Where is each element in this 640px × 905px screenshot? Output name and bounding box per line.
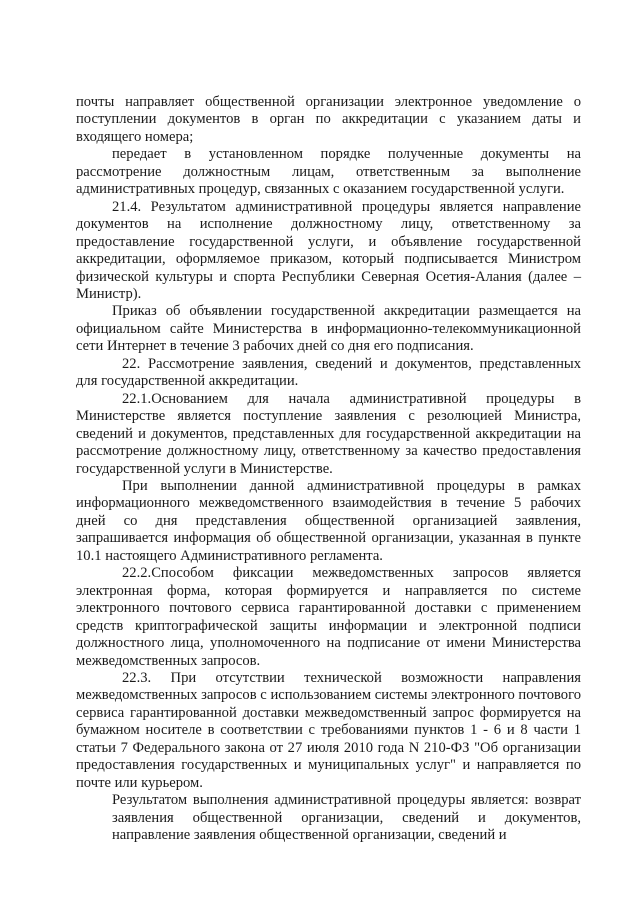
- paragraph-6: При выполнении данной административной процедуры в рамках информационного межведомственного взаимодействия в течение 5 рабочих дней со дня представления общественной организацией заявления, запрашивается информация об общественной организации, указанная в пункте 10.1 настоящего Административного регламента.: [76, 477, 581, 564]
- paragraph-22-1: 22.1.Основанием для начала административной процедуры в Министерстве является поступление заявления с резолюцией Министра, сведений и документов, представленных для государственной аккредитации на рассмотрение должностному лицу, ответственному за качество предоставления государственной услуги в Министерстве.: [76, 390, 581, 477]
- paragraph-22-3: 22.3. При отсутствии технической возможности направления межведомственных запросов с использованием системы электронного почтового сервиса гарантированной доставки межведомственный запрос формируется на бумажном носителе в соответствии с требованиями пунктов 1 - 6 и 8 части 1 статьи 7 Федерального закона от 27 июля 2010 года N 210-ФЗ "Об организации предоставления государственных и муниципальных услуг" и направляется по почте или курьером.: [76, 669, 581, 791]
- paragraph-2: передает в установленном порядке полученные документы на рассмотрение должностным лицам, ответственным за выполнение административных процедур, связанных с оказанием государственной услуги.: [76, 146, 581, 198]
- paragraph-3: 21.4. Результатом административной процедуры является направление документов на исполнение должностному лицу, ответственному за предоставление государственной услуги, и объявление государственной аккредитации, оформляемое приказом, который подписывается Министром физической культуры и спорта Республики Северная Осетия-Алания (далее – Министр).: [76, 198, 581, 302]
- paragraph-4: Приказ об объявлении государственной аккредитации размещается на официальном сайте Министерства в информационно-телекоммуникационной сети Интернет в течение 3 рабочих дней со дня его подписания.: [76, 303, 581, 355]
- paragraph-1: почты направляет общественной организации электронное уведомление о поступлении документов в орган по аккредитации с указанием даты и входящего номера;: [76, 94, 581, 145]
- section-heading-22: 22. Рассмотрение заявления, сведений и документов, представленных для государственной аккредитации.: [76, 355, 581, 390]
- document-page: [76, 94, 581, 844]
- paragraph-result: Результатом выполнения административной процедуры является: возврат заявления общественной организации, сведений и документов, направление заявления общественной организации, сведений и: [112, 792, 581, 844]
- paragraph-22-2: 22.2.Способом фиксации межведомственных запросов является электронная форма, которая формируется и направляется по системе электронного почтового сервиса гарантированной доставки с применением средств криптографической защиты информации и электронной подписи должностного лица, уполномоченного на подписание от имени Министерства межведомственных запросов.: [76, 565, 581, 669]
